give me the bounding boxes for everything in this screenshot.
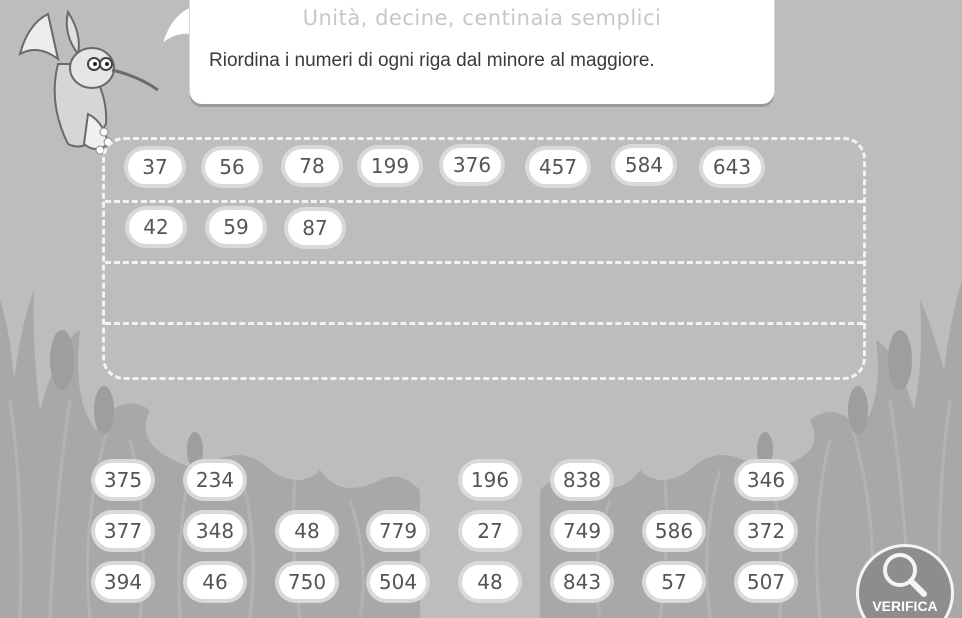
number-tile[interactable]: 584 [615,148,673,182]
number-tile[interactable]: 78 [285,149,339,183]
number-tile[interactable]: 750 [279,565,335,599]
number-tile[interactable]: 394 [95,565,151,599]
number-tile[interactable]: 37 [128,150,182,184]
number-tile[interactable]: 27 [462,514,518,548]
answer-row[interactable] [105,322,863,380]
magnifier-icon [876,550,932,600]
number-tile[interactable]: 838 [554,463,610,497]
number-tile[interactable]: 348 [187,514,243,548]
number-tile[interactable]: 42 [129,210,183,244]
number-tile[interactable]: 234 [187,463,243,497]
number-tile[interactable]: 48 [462,565,518,599]
number-tile[interactable]: 196 [462,463,518,497]
number-tile[interactable]: 643 [703,150,761,184]
number-tile[interactable]: 87 [288,211,342,245]
exercise-title: Unità, decine, centinaia semplici [302,6,662,30]
number-tile[interactable]: 507 [738,565,794,599]
number-tile[interactable]: 46 [187,565,243,599]
number-tile[interactable]: 372 [738,514,794,548]
verifica-button[interactable] [856,544,952,618]
answer-row[interactable] [105,261,863,322]
number-tile[interactable]: 377 [95,514,151,548]
speech-bubble [190,0,774,104]
number-tile[interactable]: 376 [443,148,501,182]
number-tile[interactable]: 199 [361,149,419,183]
number-tile[interactable]: 843 [554,565,610,599]
number-tile[interactable]: 504 [370,565,426,599]
exercise-instruction: Riordina i numeri di ogni riga dal minore al maggiore. [209,50,655,71]
verifica-button-label: VERIFICA [872,598,938,614]
number-tile[interactable]: 48 [279,514,335,548]
number-tile[interactable]: 779 [370,514,426,548]
number-tile[interactable]: 346 [738,463,794,497]
number-tile[interactable]: 57 [646,565,702,599]
number-tile[interactable]: 586 [646,514,702,548]
number-tile[interactable]: 457 [529,150,587,184]
number-tile[interactable]: 56 [205,150,259,184]
number-tile[interactable]: 375 [95,463,151,497]
number-tile[interactable]: 59 [209,210,263,244]
number-tile[interactable]: 749 [554,514,610,548]
